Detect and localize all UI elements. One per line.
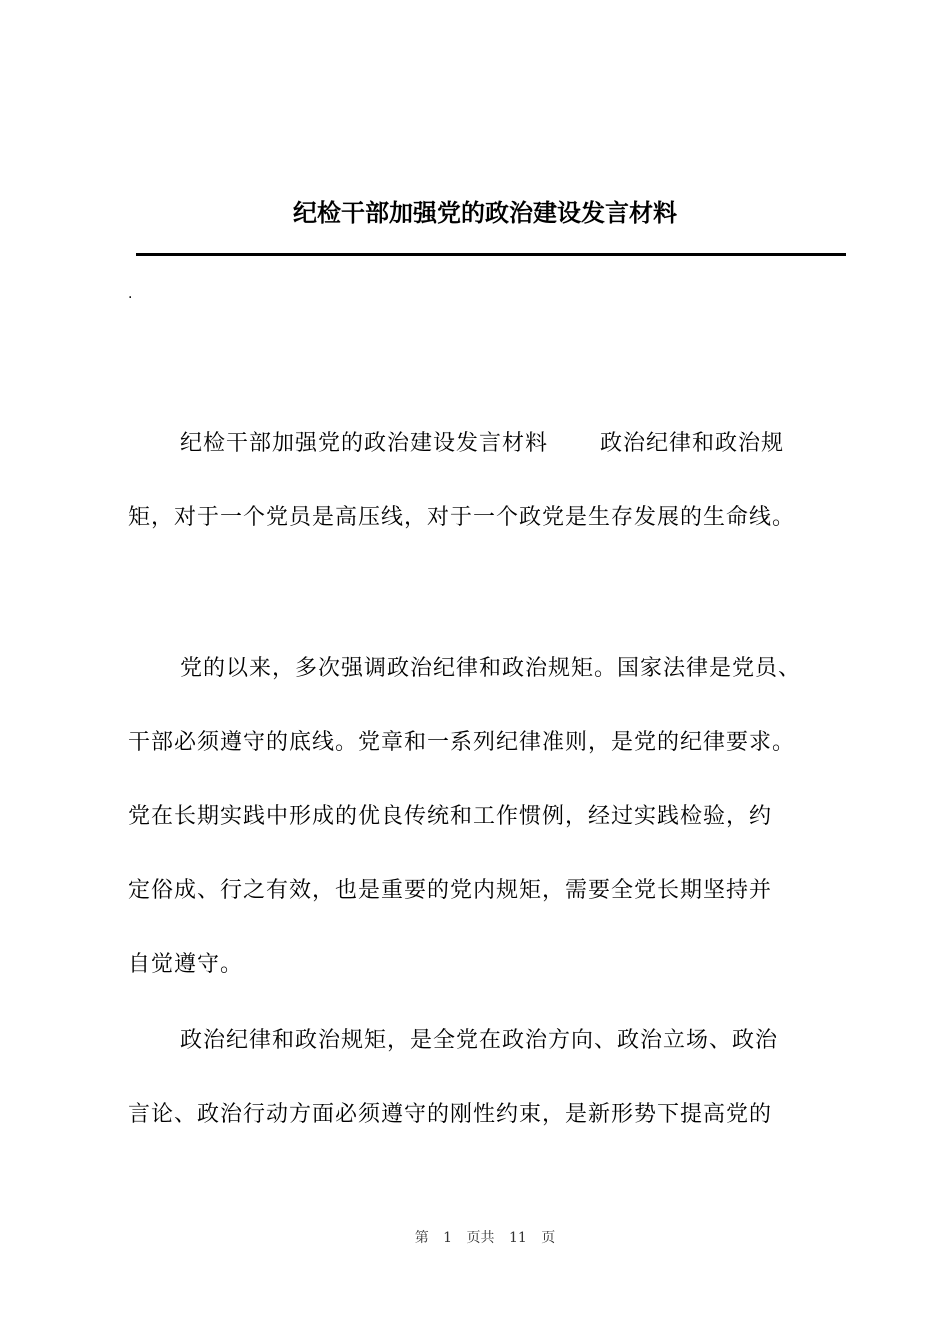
page-title: 纪检干部加强党的政治建设发言材料 [293, 199, 677, 227]
paragraph-2 [128, 632, 848, 1002]
paragraph-1-heading: 纪检干部加强党的政治建设发言材料 [180, 431, 549, 456]
paragraph-2-line-4: 定俗成、行之有效，也是重要的党内规矩，需要全党长期坚持并 [128, 878, 773, 903]
paragraph-3 [128, 1004, 848, 1152]
paragraph-1-line-2: 矩，对于一个党员是高压线，对于一个政党是生存发展的生命线。 [128, 505, 796, 530]
paragraph-1 [128, 407, 848, 555]
paragraph-2-line-5: 自觉遵守。 [128, 952, 244, 977]
lead-mark: . [128, 286, 133, 302]
paragraph-2-line-1: 党的以来，多次强调政治纪律和政治规矩。国家法律是党员、 [180, 656, 802, 681]
title-underline [136, 253, 846, 256]
paragraph-3-line-1: 政治纪律和政治规矩，是全党在政治方向、政治立场、政治 [180, 1028, 779, 1053]
page-footer: 第 1 页共 11 页 [414, 1230, 556, 1246]
paragraph-3-line-2: 言论、政治行动方面必须遵守的刚性约束，是新形势下提高党的 [128, 1102, 773, 1127]
paragraph-2-line-3: 党在长期实践中形成的优良传统和工作惯例，经过实践检验，约 [128, 804, 773, 829]
paragraph-1-line-1 [128, 407, 848, 481]
paragraph-1-text: 政治纪律和政治规 [600, 431, 785, 456]
paragraph-2-line-2: 干部必须遵守的底线。党章和一系列纪律准则，是党的纪律要求。 [128, 730, 796, 755]
